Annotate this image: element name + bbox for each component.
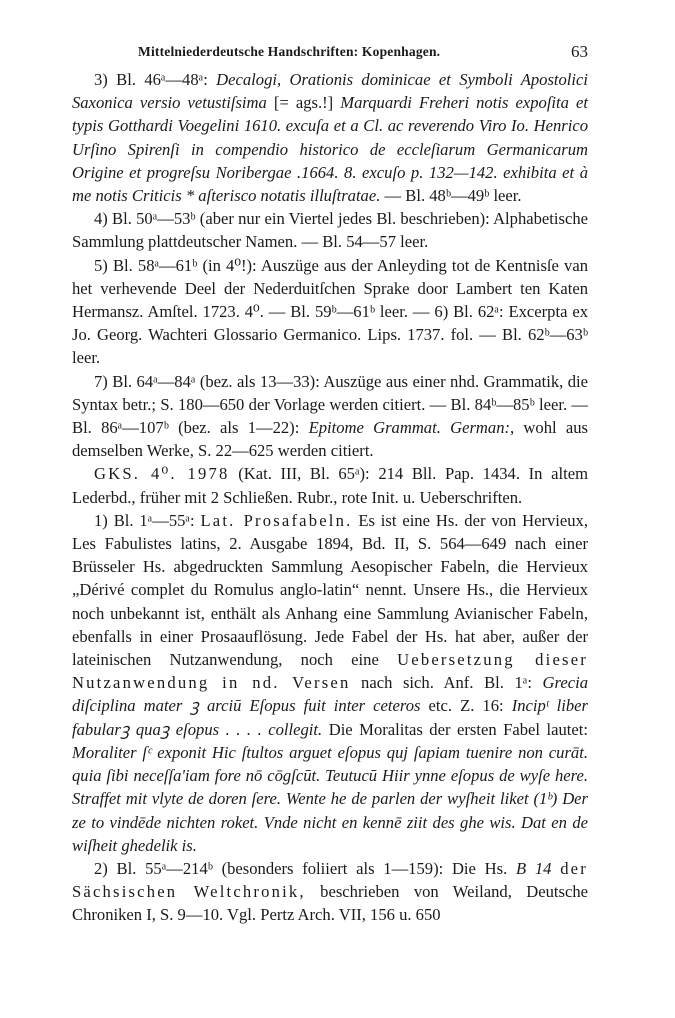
entry-4-namen	[72, 207, 588, 253]
text-run: 3) Bl. 46ᵃ—48ᵃ:	[94, 70, 217, 89]
text-run: 4) Bl. 50ᵃ—53ᵇ (aber nur ein Viertel jedes Bl. beschrieben): Alphabetische Sammlung plattdeutscher Namen. — Bl. 54—57 leer.	[72, 209, 588, 252]
text-run: 5) Bl. 58ᵃ—61ᵇ (in 4⁰!): Auszüge aus der Anleyding tot de Kentnisſe van het verhevende Deel der Nederduitſchen Sprake door Lambert ten Katen Hermansz. Amſtel. 1723. 4⁰. — Bl. 59ᵇ—61ᵇ leer. — 6) Bl. 62ᵃ: Excerpta ex Jo. Georg. Wachteri Glossario Germanico. Lips. 1737. fol. — Bl. 62ᵇ—63ᵇ leer.	[72, 255, 588, 368]
page-number: 63	[571, 42, 588, 61]
text-run: [= ags.!]	[266, 93, 341, 113]
text-run: 2) Bl. 55ᵃ—214ᵇ (besonders foliiert als 1—159): Die Hs.	[94, 858, 516, 878]
entry-1-prosafabeln	[72, 509, 588, 857]
text-run: — Bl. 48ᵇ—49ᵇ leer.	[380, 186, 522, 206]
italic-quote: Epitome Grammat. German:	[308, 418, 511, 438]
text-run	[551, 859, 560, 878]
text-run: 1) Bl. 1ᵃ—55ᵃ:	[94, 510, 201, 530]
italic-quote: Decalogi, Orationis dominicae et Symboli Apostolici Saxonica versio vetustiſsima	[72, 70, 589, 113]
italic-quote: Incipᵗ liber fabularꝫ quaꝫ eſopus . . . . collegit.	[72, 696, 588, 739]
page-header	[72, 38, 588, 68]
spaced-title: GKS. 4⁰. 1978	[94, 464, 230, 484]
text-run: beschrieben von Weiland, Deutsche Chroniken I, S. 9—10. Vgl. Pertz Arch. VII, 156 u. 650	[72, 882, 588, 925]
body-text	[72, 68, 588, 927]
italic-quote: Marquardi Freheri notis expoſita et typis Gotthardi Voegelini 1610. excuſa et a Cl. ac reverendo Viro Io. Henrico Urſino Spirenſi in compendio historico de eccleſiarum Germanicarum Origine et progreſsu Noribergae .1664. 8. excuſo p. 132—142. exhibita et à me notis Criticis * aſterisco notatis illuſtratae.	[72, 93, 589, 206]
entry-2-weltchronik	[72, 857, 588, 927]
spaced-title: der Sächsischen Weltchronik,	[72, 858, 588, 902]
entry-5-6-excerpta	[72, 254, 588, 370]
document-page	[72, 38, 588, 998]
text-run: Es ist eine Hs. der von Hervieux, Les Fabulistes latins, 2. Ausgabe 1894, Bd. II, S. 564—649 nach einer Brüsseler Hs. abgedruckten Sammlung Aesopischer Fabeln, die Hervieux „Dérivé complet du Romulus anglo-latin“ nennt. Unsere Hs., die Hervieux noch unbekannt ist, enthält als Anhang eine Sammlung Avianischer Fabeln, ebenfalls in einer Prosaauflösung. Jede Fabel der Hs. hat aber, außer der lateinischen Nutzanwendung, noch eine	[72, 510, 588, 670]
text-run: nach sich. Anf. Bl. 1ᵃ:	[350, 673, 543, 693]
italic-quote: Grecia diſciplina mater ꝫ arciū Eſopus fuit inter ceteros	[72, 673, 589, 716]
text-run: Die Moralitas der ersten Fabel lautet:	[322, 719, 588, 739]
spaced-title: Lat. Prosafabeln.	[200, 510, 353, 530]
italic-quote: B 14	[515, 858, 552, 878]
text-run: 7) Bl. 64ᵃ—84ᵃ (bez. als 13—33): Auszüge aus einer nhd. Grammatik, die Syntax betr.; S. 180—650 der Vorlage werden citiert. — Bl. 84ᵇ—85ᵇ leer. — Bl. 86ᵃ—107ᵇ (bez. als 1—22):	[72, 371, 588, 438]
manuscript-heading-gks-1978	[72, 462, 588, 508]
text-run: , wohl aus demselben Werke, S. 22—625 werden citiert.	[72, 418, 588, 461]
italic-quote: Moraliter ſᶜ exponit Hic ſtultos arguet eſopus quj ſapiam tuenire non curāt. quia ſibi neceſſa'iam fore nō cōgſcūt. Teutucū Hiir ynne eſopus de wyſe here. Straffet mit vlyte de doren ſere. Wente he de parlen der wyſheit liket (1ᵇ) Der ze to vindēde nichten roket. Vnde nicht en kennē ziit des ghe wis. Dat en de wiſheit ghedelik is.	[72, 742, 588, 855]
spaced-title: Uebersetzung dieser Nutzanwendung in nd. Versen	[72, 650, 589, 693]
entry-7-grammatik	[72, 370, 588, 463]
text-run: etc. Z. 16:	[420, 696, 512, 716]
text-run: (Kat. III, Bl. 65ᵃ): 214 Bll. Pap. 1434. In altem Lederbd., früher mit 2 Schließen. Rubr., rote Init. u. Ueberschriften.	[72, 464, 589, 507]
entry-3-decalogi	[72, 68, 588, 207]
running-title: Mittelniederdeutsche Handschriften: Kopenhagen.	[138, 44, 441, 59]
